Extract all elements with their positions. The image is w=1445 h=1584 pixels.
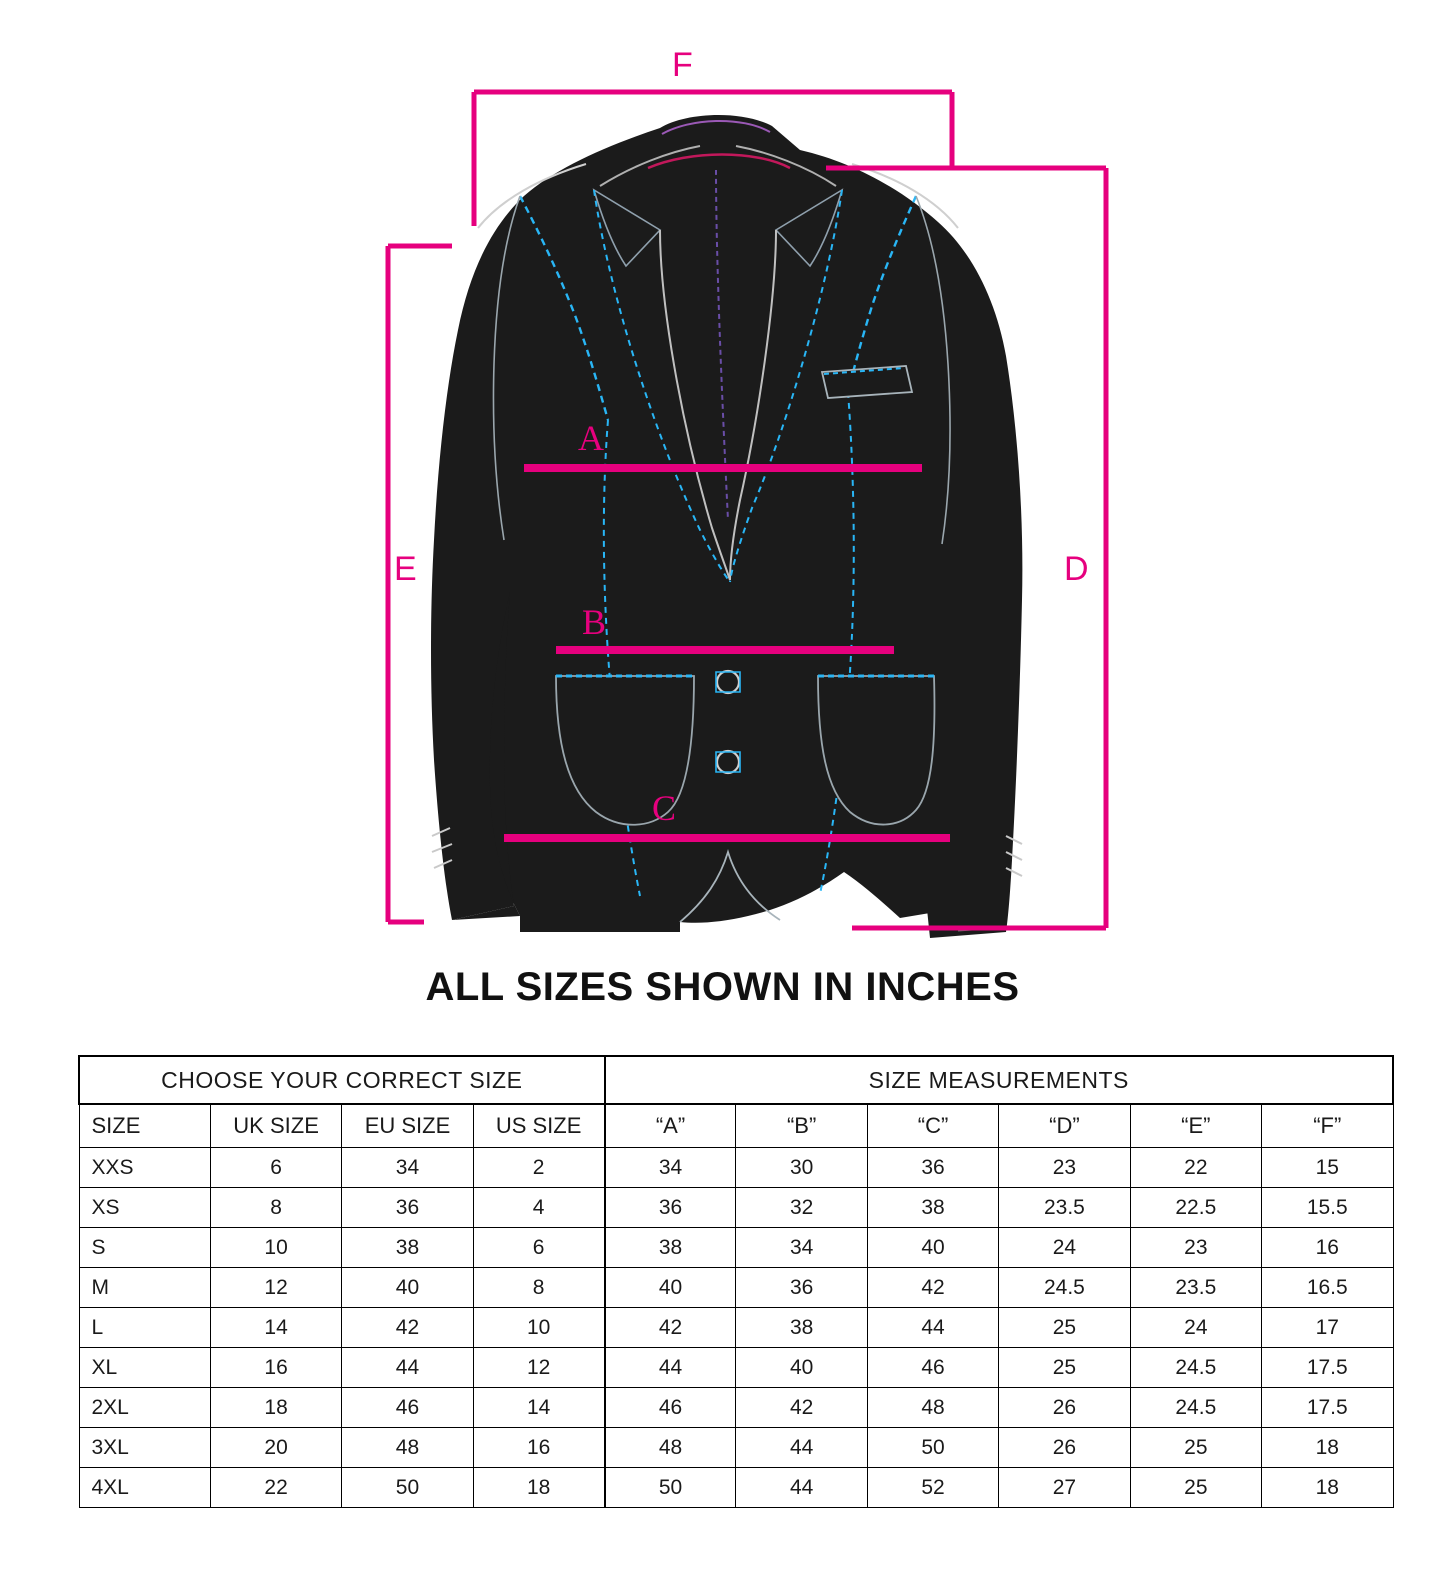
cell-us: 16 (473, 1428, 604, 1468)
cell-d: 26 (999, 1428, 1130, 1468)
cell-d: 27 (999, 1468, 1130, 1508)
table-row (79, 1228, 1393, 1268)
cell-e: 24 (1130, 1308, 1261, 1348)
cell-b: 42 (736, 1388, 867, 1428)
cell-a: 36 (605, 1188, 736, 1228)
table-row (79, 1148, 1393, 1188)
cell-uk: 22 (210, 1468, 341, 1508)
cell-size: 4XL (79, 1468, 210, 1508)
cell-d: 23.5 (999, 1188, 1130, 1228)
cell-size: 2XL (79, 1388, 210, 1428)
cell-uk: 6 (210, 1148, 341, 1188)
cell-size: S (79, 1228, 210, 1268)
group-header-size-measurements: SIZE MEASUREMENTS (605, 1056, 1393, 1104)
cell-e: 25 (1130, 1428, 1261, 1468)
cell-b: 40 (736, 1348, 867, 1388)
cell-f: 15 (1262, 1148, 1393, 1188)
cell-f: 17.5 (1262, 1348, 1393, 1388)
cell-size: L (79, 1308, 210, 1348)
col-header-size: SIZE (79, 1104, 210, 1148)
cell-c: 36 (867, 1148, 998, 1188)
cell-us: 10 (473, 1308, 604, 1348)
cell-us: 6 (473, 1228, 604, 1268)
col-header-e: “E” (1130, 1104, 1261, 1148)
cell-a: 48 (605, 1428, 736, 1468)
cell-b: 36 (736, 1268, 867, 1308)
cell-eu: 50 (342, 1468, 473, 1508)
col-header-us-size: US SIZE (473, 1104, 604, 1148)
cell-a: 34 (605, 1148, 736, 1188)
cell-c: 42 (867, 1268, 998, 1308)
cell-size: XS (79, 1188, 210, 1228)
cell-b: 44 (736, 1468, 867, 1508)
cell-d: 24 (999, 1228, 1130, 1268)
cell-e: 23.5 (1130, 1268, 1261, 1308)
dimension-label-D: D (1064, 550, 1089, 588)
group-header-choose-size: CHOOSE YOUR CORRECT SIZE (79, 1056, 605, 1104)
cell-us: 2 (473, 1148, 604, 1188)
cell-f: 18 (1262, 1468, 1393, 1508)
caption-all-sizes-in-inches: ALL SIZES SHOWN IN INCHES (425, 965, 1020, 1009)
cell-size: XXS (79, 1148, 210, 1188)
size-chart-table-wrapper (78, 1055, 1394, 1508)
col-header-a: “A” (605, 1104, 736, 1148)
cell-eu: 34 (342, 1148, 473, 1188)
cell-c: 52 (867, 1468, 998, 1508)
cell-e: 25 (1130, 1468, 1261, 1508)
table-body (79, 1148, 1393, 1508)
cell-us: 12 (473, 1348, 604, 1388)
cell-c: 48 (867, 1388, 998, 1428)
table-row (79, 1468, 1393, 1508)
table-row (79, 1388, 1393, 1428)
cell-d: 25 (999, 1308, 1130, 1348)
cell-uk: 8 (210, 1188, 341, 1228)
cell-e: 24.5 (1130, 1348, 1261, 1388)
table-row (79, 1268, 1393, 1308)
size-chart-table (78, 1055, 1394, 1508)
cell-uk: 10 (210, 1228, 341, 1268)
dimension-label-A: A (578, 418, 604, 458)
cell-d: 26 (999, 1388, 1130, 1428)
dimension-label-C: C (652, 788, 677, 828)
cell-eu: 40 (342, 1268, 473, 1308)
table-row (79, 1428, 1393, 1468)
cell-f: 16.5 (1262, 1268, 1393, 1308)
cell-eu: 46 (342, 1388, 473, 1428)
col-header-d: “D” (999, 1104, 1130, 1148)
dimension-label-E: E (394, 550, 417, 588)
cell-d: 24.5 (999, 1268, 1130, 1308)
cell-uk: 18 (210, 1388, 341, 1428)
col-header-b: “B” (736, 1104, 867, 1148)
cell-us: 14 (473, 1388, 604, 1428)
table-row (79, 1308, 1393, 1348)
cell-us: 4 (473, 1188, 604, 1228)
jacket-body (431, 115, 1022, 938)
cell-c: 44 (867, 1308, 998, 1348)
cell-size: M (79, 1268, 210, 1308)
cell-uk: 20 (210, 1428, 341, 1468)
cell-f: 17 (1262, 1308, 1393, 1348)
cell-c: 46 (867, 1348, 998, 1388)
table-column-header-row (79, 1104, 1393, 1148)
cell-f: 15.5 (1262, 1188, 1393, 1228)
cell-f: 16 (1262, 1228, 1393, 1268)
cell-a: 42 (605, 1308, 736, 1348)
cell-f: 18 (1262, 1428, 1393, 1468)
cell-e: 22 (1130, 1148, 1261, 1188)
cell-eu: 44 (342, 1348, 473, 1388)
cell-a: 46 (605, 1388, 736, 1428)
cell-c: 38 (867, 1188, 998, 1228)
col-header-uk-size: UK SIZE (210, 1104, 341, 1148)
cell-a: 38 (605, 1228, 736, 1268)
cell-d: 25 (999, 1348, 1130, 1388)
col-header-f: “F” (1262, 1104, 1393, 1148)
cell-e: 23 (1130, 1228, 1261, 1268)
cell-b: 44 (736, 1428, 867, 1468)
cell-a: 40 (605, 1268, 736, 1308)
cell-b: 30 (736, 1148, 867, 1188)
cell-e: 24.5 (1130, 1388, 1261, 1428)
cell-e: 22.5 (1130, 1188, 1261, 1228)
cell-c: 50 (867, 1428, 998, 1468)
cell-b: 38 (736, 1308, 867, 1348)
cell-a: 44 (605, 1348, 736, 1388)
dimension-label-F: F (672, 46, 693, 84)
table-row (79, 1348, 1393, 1388)
cell-eu: 42 (342, 1308, 473, 1348)
table-group-header-row (79, 1056, 1393, 1104)
cell-eu: 36 (342, 1188, 473, 1228)
cell-size: XL (79, 1348, 210, 1388)
table-row (79, 1188, 1393, 1228)
cell-uk: 16 (210, 1348, 341, 1388)
cell-d: 23 (999, 1148, 1130, 1188)
cell-a: 50 (605, 1468, 736, 1508)
cell-us: 18 (473, 1468, 604, 1508)
cell-b: 34 (736, 1228, 867, 1268)
cell-uk: 14 (210, 1308, 341, 1348)
cell-uk: 12 (210, 1268, 341, 1308)
dimension-label-B: B (582, 602, 607, 642)
cell-us: 8 (473, 1268, 604, 1308)
cell-size: 3XL (79, 1428, 210, 1468)
cell-b: 32 (736, 1188, 867, 1228)
col-header-eu-size: EU SIZE (342, 1104, 473, 1148)
cell-f: 17.5 (1262, 1388, 1393, 1428)
cell-eu: 38 (342, 1228, 473, 1268)
col-header-c: “C” (867, 1104, 998, 1148)
cell-c: 40 (867, 1228, 998, 1268)
cell-eu: 48 (342, 1428, 473, 1468)
table-head (79, 1056, 1393, 1148)
